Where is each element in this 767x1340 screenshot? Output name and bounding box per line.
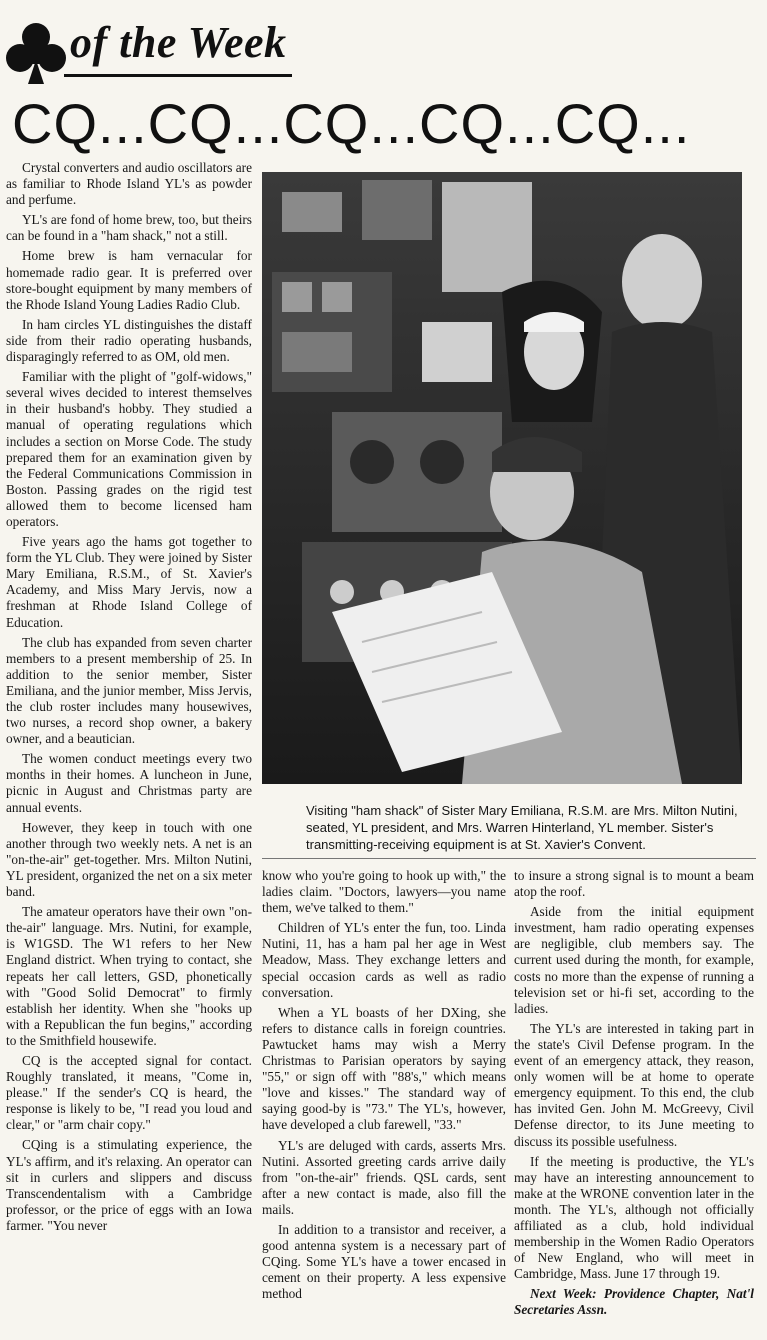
article-paragraph: Five years ago the hams got together to form the YL Club. They were joined by Sister Mary Emiliana, R.S.M., of St. Xavier's Academy, and Miss Mary Jervis, now a freshman at Rhode Island College of Education.	[6, 534, 252, 630]
article-paragraph: YL's are deluged with cards, asserts Mrs. Nutini. Assorted greeting cards arrive daily from "on-the-air" friends. QSL cards, sent after a new contact is made, also fill the mails.	[262, 1137, 506, 1217]
article-paragraph: However, they keep in touch with one another through two weekly nets. A net is an "on-the-air" get-together. Mrs. Milton Nutini, YL president, organized the net on a six meter band.	[6, 819, 252, 900]
article-paragraph: Home brew is ham vernacular for homemade radio gear. It is preferred over store-bought equipment by many members of the Rhode Island Young Ladies Radio Club.	[6, 248, 252, 312]
article-column-middle	[262, 868, 506, 1306]
article-paragraph: The amateur operators have their own "on-the-air" language. Mrs. Nutini, for example, is W1GSD. The W1 refers to her New England district. When trying to contact, she repeats her call letters, GSD, phonetically with "Good Solid Democrat" to firmly establish her identity. When she "hooks up with a Republican the fun begins," according to the Smithfield housewife.	[6, 904, 252, 1048]
column-kicker: of the Week	[70, 18, 287, 67]
article-paragraph: The club has expanded from seven charter members to a present membership of 25. In addition to the senior member, Sister Emiliana, and the junior member, Miss Jervis, the club roster includes many housewives, two nurses, a record shop owner, a bakery owner, and a beautician.	[6, 634, 252, 747]
article-paragraph: Familiar with the plight of "golf-widows," several wives decided to interest themselves in their husband's hobby. They studied a manual of operating regulations which includes a section on Morse Code. The study prepared them for an examination given by the Federal Communications Commission in Boston. Passing grades on the rigid test allowed them to become licensed ham operators.	[6, 369, 252, 529]
ham-shack-photo-image	[262, 172, 742, 784]
kicker-underline	[64, 74, 292, 77]
article-paragraph: CQing is a stimulating experience, the YL's affirm, and it's relaxing. An operator can sit in curlers and slippers and discuss Transcendentalism with a Cambridge professor, or the price of eggs with an Iowa farmer. "You never	[6, 1137, 252, 1233]
article-paragraph: YL's are fond of home brew, too, but theirs can be found in a "ham shack," not a still.	[6, 212, 252, 244]
column-header	[0, 0, 767, 155]
article-paragraph: In ham circles YL distinguishes the distaff side from their radio operating husbands, disparagingly referred to as OM, old men.	[6, 316, 252, 365]
article-paragraph: If the meeting is productive, the YL's may have an interesting announcement to make at the WRONE convention later in the month. The YL's, although not officially affiliated as a club, hold individual membership in the Women Radio Operators of New England, who will meet in Cambridge, Mass. June 17 through 19.	[514, 1153, 754, 1282]
headline: CQ...CQ...CQ...CQ...CQ...	[12, 92, 691, 155]
article-paragraph: The YL's are interested in taking part in the state's Civil Defense program. In the event of an emergency attack, they reason, only women will be at home to operate emergency equipment. To this end, the club has invited Gen. John M. McGreevy, Civil Defense director, to its June meeting to discuss its possible usefulness.	[514, 1020, 754, 1149]
article-paragraph: to insure a strong signal is to mount a beam atop the roof.	[514, 868, 754, 900]
article-paragraph: know who you're going to hook up with," the ladies claim. "Doctors, lawyers—you name them, we've talked to them."	[262, 868, 506, 916]
article-paragraph: CQ is the accepted signal for contact. Roughly translated, it means, "Come in, please." If the sender's CQ is heard, the response is likely to be, "I read you loud and clear," or "arm chair copy."	[6, 1052, 252, 1133]
article-paragraph: Crystal converters and audio oscillators are as familiar to Rhode Island YL's as powder and perfume.	[6, 160, 252, 208]
article-paragraph: In addition to a transistor and receiver, a good antenna system is a necessary part of CQing. Some YL's have a tower encased in cement on their property. A less expensive method	[262, 1221, 506, 1302]
article-column-right	[514, 868, 754, 1323]
article-paragraph: When a YL boasts of her DXing, she refers to distance calls in foreign countries. Pawtucket hams may wish a Merry Christmas to Parisian operators by saying "55," or sign off with "88's," which means "love and kisses." The standard way of saying good-by is "73." The YL's, however, have developed a club farewell, "33."	[262, 1004, 506, 1133]
article-photo	[262, 172, 742, 784]
article-paragraph: Children of YL's enter the fun, too. Linda Nutini, 11, has a ham pal her age in West Meadow, Mass. They exchange letters and special occasion cards as well as radio conversation.	[262, 920, 506, 1000]
photo-caption: Visiting "ham shack" of Sister Mary Emiliana, R.S.M. are Mrs. Milton Nutini, seated, YL president, and Mrs. Warren Hinterland, YL member. Sister's transmitting-receiving equipment is at St. Xavier's Convent.	[306, 803, 738, 852]
next-week-teaser: Next Week: Providence Chapter, Nat'l Secretaries Assn.	[514, 1286, 754, 1318]
caption-divider	[262, 858, 756, 859]
article-paragraph: The women conduct meetings every two months in their homes. A luncheon in June, picnic in August and Christmas party are annual events.	[6, 751, 252, 815]
article-paragraph: Aside from the initial equipment investment, ham radio operating expenses are negligible, club members say. The current used during the month, for example, costs no more than the expense of running a television set or hi-fi set, according to the ladies.	[514, 904, 754, 1016]
article-column-left	[6, 160, 252, 1238]
club-suit-icon	[4, 20, 68, 86]
